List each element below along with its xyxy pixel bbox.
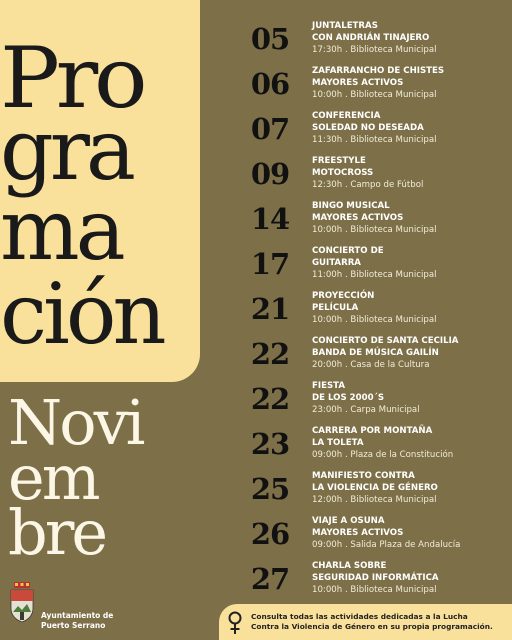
event-time-place: 12:00h . Biblioteca Municipal <box>312 495 437 505</box>
notice-line-1: Consulta todas las actividades dedicadas a la Lucha <box>251 612 468 621</box>
event-item <box>236 558 506 603</box>
event-day: 17 <box>250 247 290 281</box>
event-title: CONFERENCIA <box>312 111 381 121</box>
notice-line-2: Contra la Violencia de Género en su propia programación. <box>251 622 493 631</box>
event-day: 22 <box>250 382 290 416</box>
event-subtitle: MAYORES ACTIVOS <box>312 213 404 223</box>
event-day: 25 <box>250 472 290 506</box>
event-time-place: 20:00h . Casa de la Cultura <box>312 360 430 370</box>
event-time-place: 09:00h . Plaza de la Constitución <box>312 450 454 460</box>
event-subtitle: SOLEDAD NO DESEADA <box>312 123 424 133</box>
event-time-place: 11:30h . Biblioteca Municipal <box>312 135 437 145</box>
event-subtitle: DE LOS 2000´S <box>312 393 385 403</box>
organization-line-2: Puerto Serrano <box>41 621 106 630</box>
month-line-1: Novi <box>8 386 143 459</box>
event-subtitle: MOTOCROSS <box>312 168 374 178</box>
event-day: 09 <box>250 157 290 191</box>
title-line-1: Pro <box>0 29 144 127</box>
event-day: 22 <box>250 337 290 371</box>
title-line-2: gra <box>0 101 133 199</box>
event-title: ZAFARRANCHO DE CHISTES <box>312 66 445 76</box>
event-title: VIAJE A OSUNA <box>312 516 385 526</box>
event-item <box>236 108 506 153</box>
event-day: 05 <box>250 22 290 56</box>
coat-of-arms-icon <box>8 582 36 632</box>
event-time-place: 11:00h . Biblioteca Municipal <box>312 270 437 280</box>
event-title: BINGO MUSICAL <box>312 201 390 211</box>
title-line-4: ción <box>0 265 163 363</box>
venus-symbol-icon <box>227 611 243 635</box>
event-title: CARRERA POR MONTAÑA <box>312 426 433 436</box>
event-subtitle: PELÍCULA <box>312 303 359 313</box>
event-item <box>236 198 506 243</box>
event-item <box>236 468 506 513</box>
notice-banner <box>219 604 512 640</box>
event-time-place: 23:00h . Carpa Municipal <box>312 405 420 415</box>
event-time-place: 10:00h . Biblioteca Municipal <box>312 225 437 235</box>
event-item <box>236 333 506 378</box>
event-title: CONCIERTO DE <box>312 246 384 256</box>
event-subtitle: MAYORES ACTIVOS <box>312 528 404 538</box>
event-subtitle: LA VIOLENCIA DE GÉNERO <box>312 483 438 493</box>
event-time-place: 10:00h . Biblioteca Municipal <box>312 315 437 325</box>
event-day: 06 <box>250 67 290 101</box>
event-day: 27 <box>250 562 290 596</box>
event-day: 21 <box>250 292 290 326</box>
month-line-3: bre <box>8 496 106 569</box>
organization-line-1: Ayuntamiento de <box>41 611 114 620</box>
event-item <box>236 63 506 108</box>
event-subtitle: BANDA DE MÚSICA GAILÍN <box>312 348 439 358</box>
event-day: 23 <box>250 427 290 461</box>
event-title: PROYECCIÓN <box>312 291 375 301</box>
event-subtitle: CON ANDRIÁN TINAJERO <box>312 33 430 43</box>
event-title: CHARLA SOBRE <box>312 561 387 571</box>
event-item <box>236 378 506 423</box>
event-title: MANIFIESTO CONTRA <box>312 471 415 481</box>
event-title: CONCIERTO DE SANTA CECILIA <box>312 336 459 346</box>
event-day: 07 <box>250 112 290 146</box>
event-item <box>236 288 506 333</box>
event-time-place: 10:00h . Biblioteca Municipal <box>312 90 437 100</box>
event-time-place: 09:00h . Salida Plaza de Andalucía <box>312 540 461 550</box>
event-item <box>236 153 506 198</box>
event-item <box>236 513 506 558</box>
event-day: 14 <box>250 202 290 236</box>
event-item <box>236 18 506 63</box>
title-line-3: ma <box>0 181 122 279</box>
event-subtitle: SEGURIDAD INFORMÁTICA <box>312 573 439 583</box>
event-title: FREESTYLE <box>312 156 366 166</box>
event-time-place: 17:30h . Biblioteca Municipal <box>312 45 437 55</box>
event-subtitle: LA TOLETA <box>312 438 364 448</box>
event-subtitle: MAYORES ACTIVOS <box>312 78 404 88</box>
event-item <box>236 423 506 468</box>
event-subtitle: GUITARRA <box>312 258 361 268</box>
event-item <box>236 243 506 288</box>
event-day: 26 <box>250 517 290 551</box>
event-title: JUNTALETRAS <box>312 21 378 31</box>
month-line-2: em <box>8 441 98 514</box>
event-time-place: 10:00h . Biblioteca Municipal <box>312 585 437 595</box>
organization-name <box>41 611 113 631</box>
event-title: FIESTA <box>312 381 345 391</box>
event-time-place: 12:30h . Campo de Fútbol <box>312 180 424 190</box>
